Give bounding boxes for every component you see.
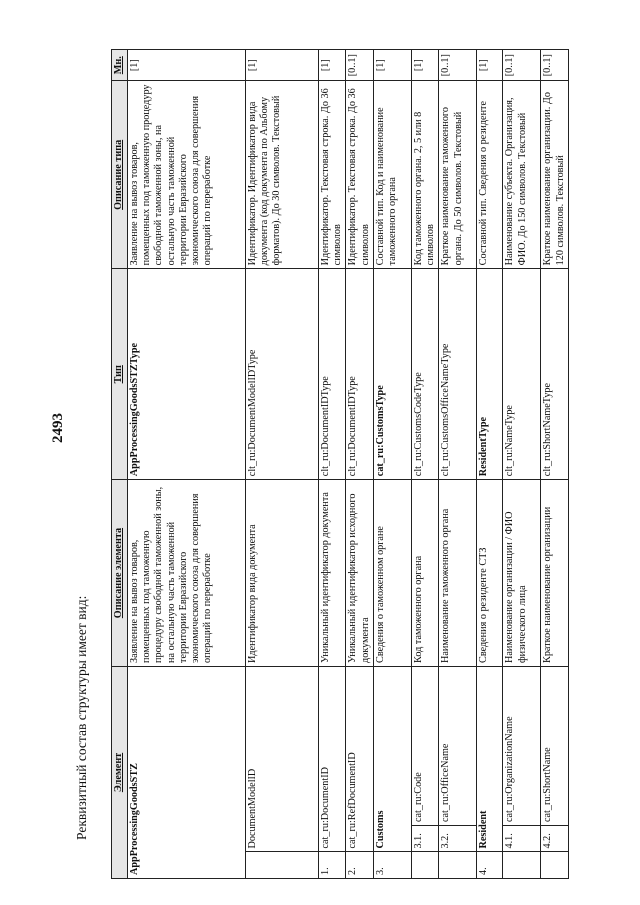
indent-cell <box>411 852 438 879</box>
row-number: 1. <box>319 852 346 879</box>
row-number: 3. <box>373 852 411 879</box>
requisite-table-container <box>111 49 566 879</box>
row-type: AppProcessingGoodsSTZType <box>128 269 246 480</box>
row-element: AppProcessingGoodsSTZ <box>128 666 246 878</box>
row-mn: [1] <box>246 50 319 81</box>
row-mn: [1] <box>319 50 346 81</box>
row-type: clt_ru:NameType <box>503 269 541 480</box>
table-row <box>541 50 569 879</box>
row-element: cat_ru:OfficeName <box>439 666 477 825</box>
row-type-desc: Составной тип. Сведения о резиденте <box>477 81 503 269</box>
row-type: clt_ru:CustomsOfficeNameType <box>439 269 477 480</box>
row-element: Resident <box>477 666 503 852</box>
row-number: 4.2. <box>541 826 569 853</box>
row-element-desc: Сведения о резиденте СТЗ <box>477 480 503 667</box>
row-type-desc: Идентификатор. Идентификатор вида документа (код документа по Альбому форматов). До 30 символов. Текстовый <box>246 81 319 269</box>
header-type-desc: Описание типа <box>112 81 128 269</box>
row-type: clt_ru:DocumentIDType <box>319 269 346 480</box>
row-type-desc: Краткое наименование таможенного органа. До 50 символов. Текстовый <box>439 81 477 269</box>
row-type: ResidentType <box>477 269 503 480</box>
row-mn: [0..1] <box>439 50 477 81</box>
row-element-desc: Код таможенного органа <box>411 480 438 667</box>
row-mn: [0..1] <box>503 50 541 81</box>
header-element-desc: Описание элемента <box>112 480 128 667</box>
row-element: cat_ru:OrganizationName <box>503 666 541 825</box>
row-type-desc: Наименование субъекта. Организация, ФИО. До 150 символов. Текстовый <box>503 81 541 269</box>
indent-cell <box>246 852 319 879</box>
header-element: Элемент <box>112 666 128 878</box>
row-element-desc: Краткое наименование организации <box>541 480 569 667</box>
row-element: Customs <box>373 666 411 852</box>
header-type: Тип <box>112 269 128 480</box>
row-mn: [1] <box>411 50 438 81</box>
row-type-desc: Идентификатор. Текстовая строка. До 36 символов <box>319 81 346 269</box>
row-element-desc: Уникальный идентификатор документа <box>319 480 346 667</box>
row-number: 3.2. <box>439 826 477 853</box>
indent-cell <box>541 852 569 879</box>
table-header-row <box>112 50 128 879</box>
table-row <box>373 50 411 879</box>
row-mn: [1] <box>373 50 411 81</box>
indent-cell <box>439 852 477 879</box>
row-mn: [1] <box>128 50 246 81</box>
row-mn: [1] <box>477 50 503 81</box>
row-number: 2. <box>346 852 373 879</box>
page-number: 2493 <box>50 413 66 443</box>
row-element: cat_ru:ShortName <box>541 666 569 825</box>
table-row <box>346 50 373 879</box>
row-element-desc: Наименование таможенного органа <box>439 480 477 667</box>
row-type: clt_ru:CustomsCodeType <box>411 269 438 480</box>
row-type-desc: Идентификатор. Текстовая строка. До 36 символов <box>346 81 373 269</box>
row-element-desc: Наименование организации / ФИО физического лица <box>503 480 541 667</box>
table-row <box>246 50 319 879</box>
header-mn: Мн. <box>112 50 128 81</box>
table-row <box>503 50 541 879</box>
row-type-desc: Код таможенного органа. 2, 5 или 8 символов <box>411 81 438 269</box>
row-number: 4. <box>477 852 503 879</box>
intro-text: Реквизитный состав структуры имеет вид: <box>74 595 89 840</box>
row-number: 4.1. <box>503 826 541 853</box>
requisite-table <box>111 49 569 879</box>
row-element-desc: Заявление на вывоз товаров, помещенных под таможенную процедуру свободной таможенной зоны, на остальную часть таможенной территории Евразийского экономического союза для совершения операций по переработке <box>128 480 246 667</box>
row-mn: [0..1] <box>346 50 373 81</box>
table-row <box>319 50 346 879</box>
row-type: clt_ru:ShortNameType <box>541 269 569 480</box>
row-element: cat_ru:DocumentID <box>319 666 346 852</box>
row-type-desc: Составной тип. Код и наименование таможенного органа <box>373 81 411 269</box>
row-element-desc: Идентификатор вида документа <box>246 480 319 667</box>
row-number: 3.1. <box>411 826 438 853</box>
row-element-desc: Уникальный идентификатор исходного документа <box>346 480 373 667</box>
table-row <box>411 50 438 879</box>
row-type: cat_ru:CustomsType <box>373 269 411 480</box>
row-type-desc: Заявление на вывоз товаров, помещенных под таможенную процедуру свободной таможенной зоны, на остальную часть таможенной территории Евразийского экономического союза для совершения операций по переработке <box>128 81 246 269</box>
row-type: clt_ru:DocumentModelIDType <box>246 269 319 480</box>
table-row <box>128 50 246 879</box>
row-type-desc: Краткое наименование организации. До 120 символов. Текстовый <box>541 81 569 269</box>
row-element: cat_ru:Code <box>411 666 438 825</box>
row-mn: [0..1] <box>541 50 569 81</box>
indent-cell <box>503 852 541 879</box>
table-row <box>439 50 477 879</box>
row-type: clt_ru:DocumentIDType <box>346 269 373 480</box>
table-row <box>477 50 503 879</box>
row-element-desc: Сведения о таможенном органе <box>373 480 411 667</box>
row-element: cat_ru:RefDocumentID <box>346 666 373 852</box>
row-element: DocumentModelID <box>246 666 319 852</box>
